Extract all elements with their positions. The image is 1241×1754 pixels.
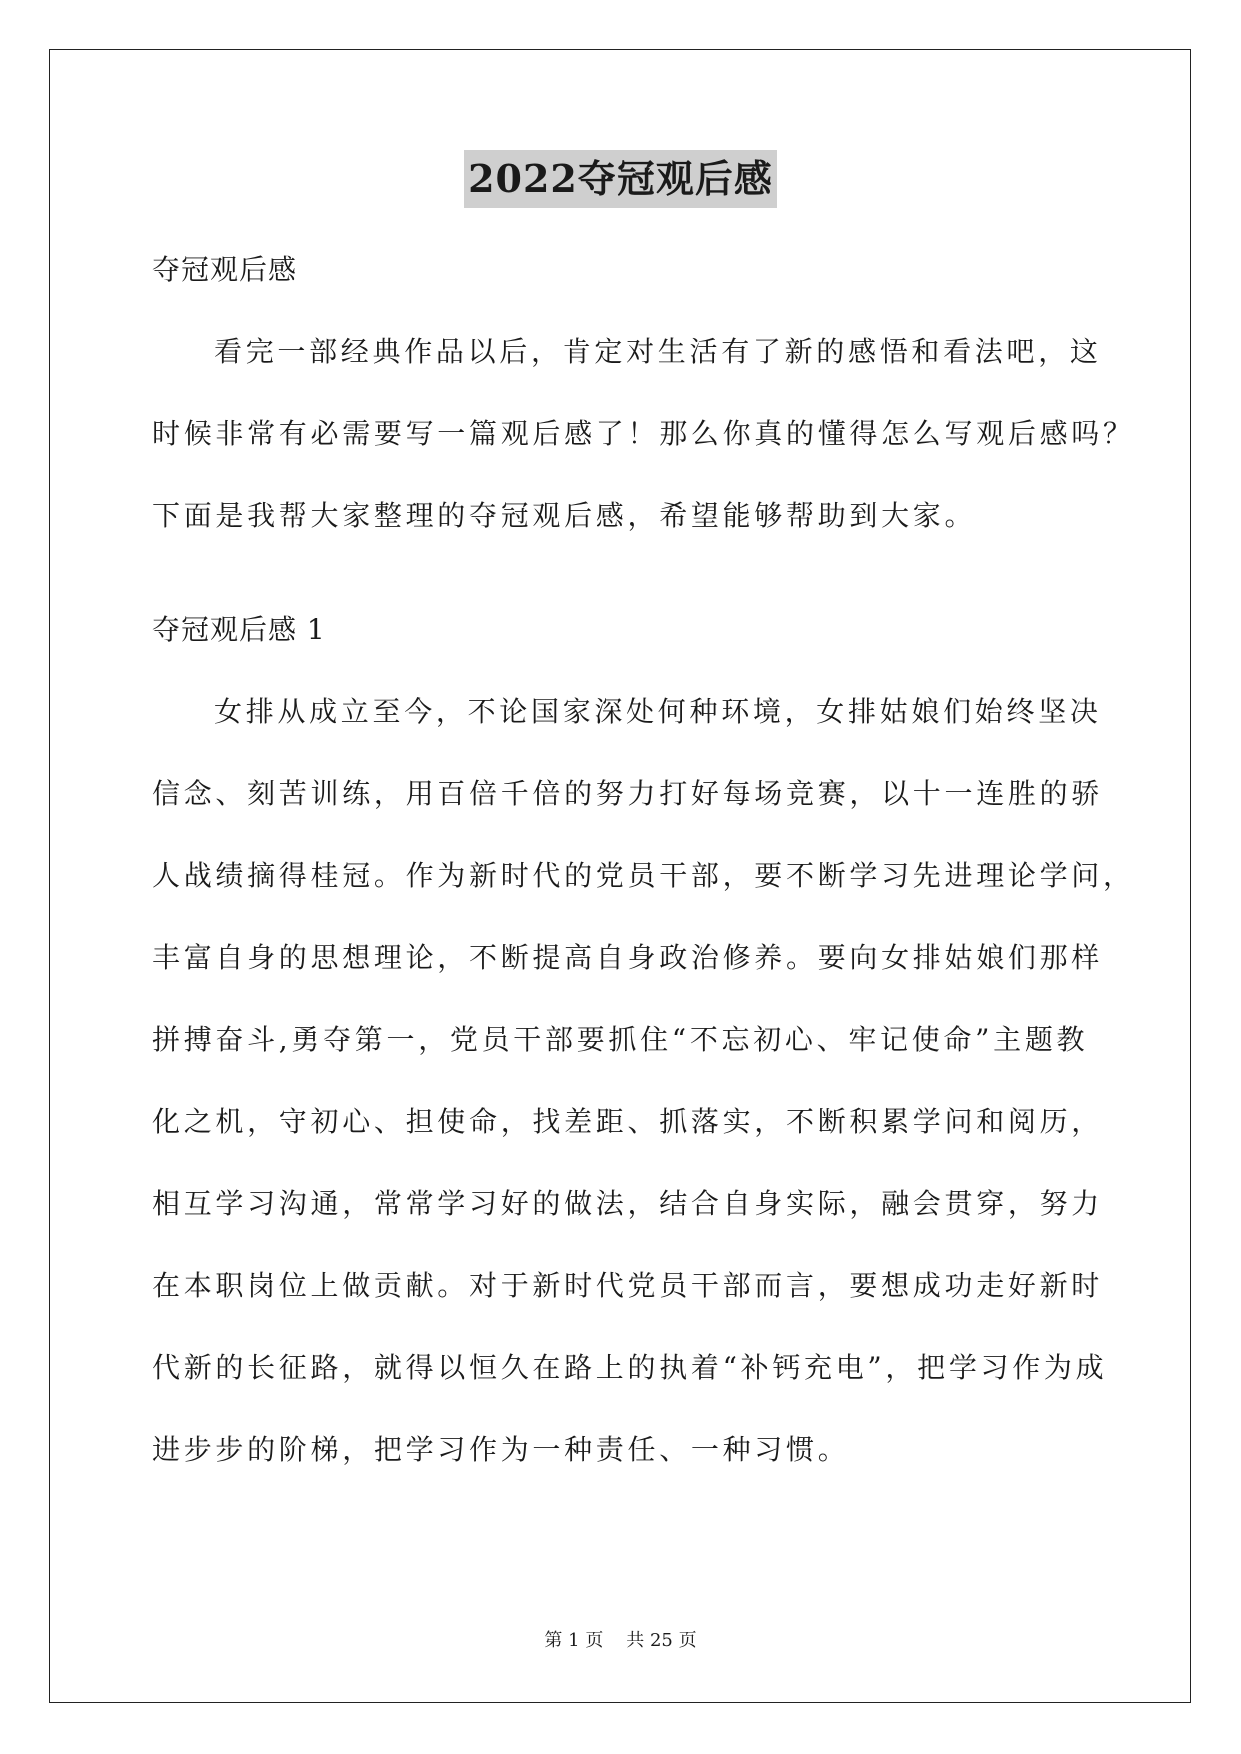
section-line: 人战绩摘得桂冠。作为新时代的党员干部，要不断学习先进理论学问， — [152, 859, 1135, 892]
section-heading: 夺冠观后感 1 — [152, 613, 326, 646]
title-container — [0, 150, 1241, 208]
document-title: 2022夺冠观后感 — [464, 150, 777, 208]
section-line: 进步步的阶梯，把学习作为一种责任、一种习惯。 — [152, 1433, 850, 1466]
section-line: 信念、刻苦训练，用百倍千倍的努力打好每场竞赛，以十一连胜的骄 — [152, 777, 1104, 810]
section-line: 丰富自身的思想理论，不断提高自身政治修养。要向女排姑娘们那样 — [152, 941, 1104, 974]
total-pages: 共 25 页 — [626, 1630, 697, 1651]
page-footer — [0, 1626, 1241, 1652]
section-line: 拼搏奋斗,勇夺第一，党员干部要抓住“不忘初心、牢记使命”主题教 — [152, 1023, 1089, 1056]
intro-line: 下面是我帮大家整理的夺冠观后感，希望能够帮助到大家。 — [152, 499, 977, 532]
section-line: 代新的长征路，就得以恒久在路上的执着“补钙充电”，把学习作为成 — [152, 1351, 1108, 1384]
section-line: 相互学习沟通，常常学习好的做法，结合自身实际，融会贯穿，努力 — [152, 1187, 1104, 1220]
section-line: 在本职岗位上做贡献。对于新时代党员干部而言，要想成功走好新时 — [152, 1269, 1104, 1302]
section-body — [152, 589, 1135, 1491]
intro-line: 看完一部经典作品以后，肯定对生活有了新的感悟和看法吧，这 — [214, 335, 1102, 368]
subtitle: 夺冠观后感 — [152, 253, 298, 286]
document-body — [152, 229, 1135, 557]
intro-line: 时候非常有必需要写一篇观后感了！那么你真的懂得怎么写观后感吗？ — [152, 417, 1135, 450]
page-number: 第 1 页 — [544, 1630, 604, 1651]
section-line: 化之机，守初心、担使命，找差距、抓落实，不断积累学问和阅历， — [152, 1105, 1104, 1138]
section-line: 女排从成立至今，不论国家深处何种环境，女排姑娘们始终坚决 — [214, 695, 1102, 728]
